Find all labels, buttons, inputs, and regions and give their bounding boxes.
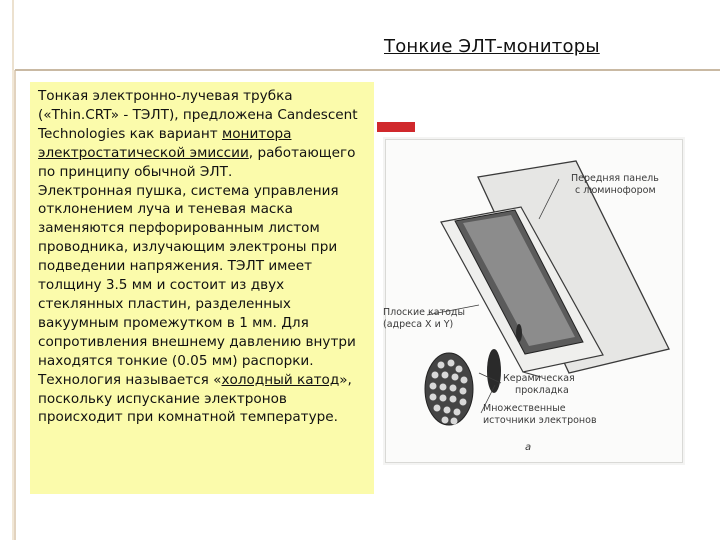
- paragraph-intro: [38, 87, 366, 182]
- small-source-disc: [516, 324, 522, 342]
- crt-diagram-figure: [383, 137, 685, 465]
- label-front-panel-1: Передняя панель: [571, 173, 659, 184]
- page-title: Тонкие ЭЛТ-мониторы: [384, 36, 600, 57]
- label-spacer-1: Керамическая: [503, 373, 575, 384]
- label-cathodes-1: Плоские катоды: [383, 307, 466, 318]
- label-sources-2: источники электронов: [483, 415, 597, 426]
- text-span: Электронная пушка, система управления отклонением луча и теневая маска заменяются перфорированным листом проводника, излучающим электроны при подведении напряжения. ТЭЛТ имеет толщину 3.5 мм и состоит из двух стеклянных пластин, разделенных вакуумным промежутком в 1 мм. Для сопротивления внешнему давлению внутри находятся тонкие (0.05 мм) распорки. Технология называется «: [38, 182, 356, 388]
- label-cathodes-2: (адреса X и Y): [383, 319, 454, 330]
- divider-line: [15, 69, 720, 71]
- text-box: [30, 82, 374, 494]
- label-sources-1: Множественные: [483, 403, 566, 414]
- text-span: , работающего по принципу обычной ЭЛТ.: [38, 144, 356, 180]
- figure-caption: а: [525, 442, 532, 453]
- link-electrostatic-emission[interactable]: монитора электростатической эмиссии: [38, 125, 292, 161]
- label-front-panel-2: с люминофором: [575, 185, 656, 196]
- accent-marker: [377, 122, 415, 132]
- label-spacer-2: прокладка: [515, 385, 569, 396]
- decorative-bar: [12, 0, 14, 70]
- link-cold-cathode[interactable]: холодный катод: [221, 371, 340, 388]
- decorative-bar: [14, 70, 16, 540]
- paragraph-details: [38, 182, 366, 428]
- text-span: Тонкая электронно-лучевая трубка («Thin.CRT» - ТЭЛТ), предложена Candescent Technologies как вариант: [38, 88, 358, 142]
- text-span: », поскольку испускание электронов происходит при комнатной температуре.: [38, 371, 352, 426]
